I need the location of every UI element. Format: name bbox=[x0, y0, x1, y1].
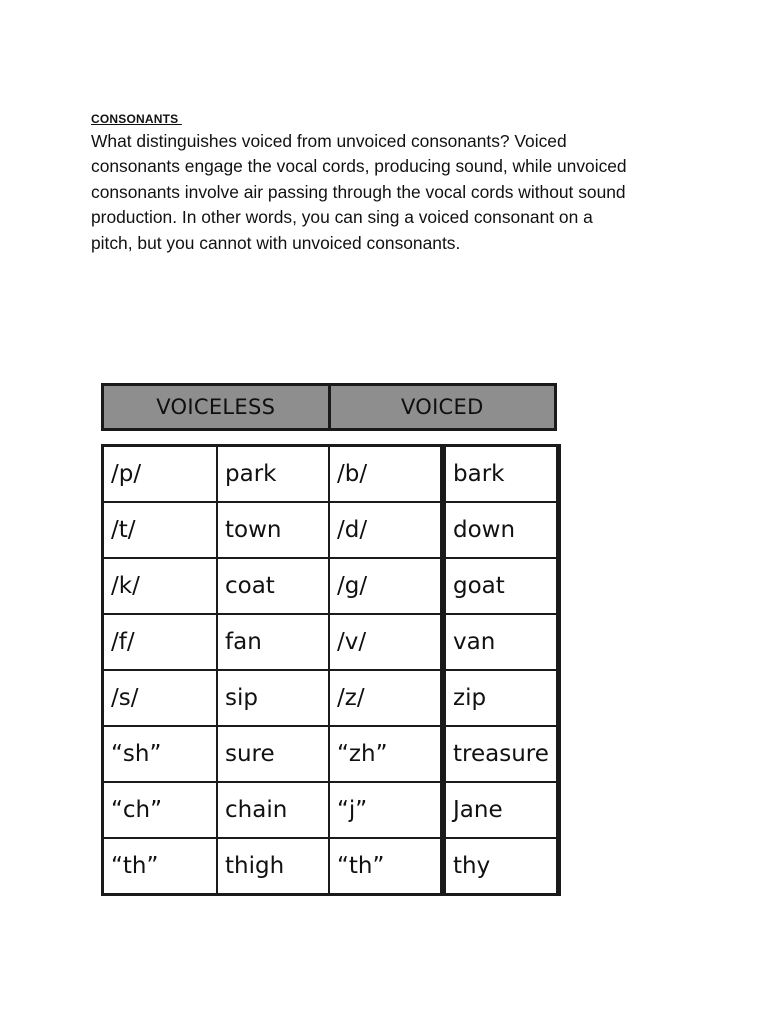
table-cell-voiced-symbol: /b/ bbox=[330, 447, 440, 501]
table-cell-voiceless-symbol: /p/ bbox=[104, 447, 216, 501]
table-cell-voiceless-example: fan bbox=[218, 615, 328, 669]
intro-paragraph bbox=[91, 129, 691, 256]
table-cell-voiceless-example: sip bbox=[218, 671, 328, 725]
table-cell-voiceless-example: sure bbox=[218, 727, 328, 781]
paragraph-line: What distinguishes voiced from unvoiced consonants? Voiced bbox=[91, 131, 567, 151]
paragraph-line: pitch, but you cannot with unvoiced consonants. bbox=[91, 232, 461, 253]
table-cell-voiced-symbol: /d/ bbox=[330, 503, 440, 557]
table-cell-voiced-example: thy bbox=[446, 839, 556, 893]
table-cell-voiced-symbol: “zh” bbox=[330, 727, 440, 781]
table-cell-voiced-example: goat bbox=[446, 559, 556, 613]
table-cell-voiceless-symbol: /s/ bbox=[104, 671, 216, 725]
table-cell-voiceless-example: chain bbox=[218, 783, 328, 837]
table-cell-voiced-symbol: “j” bbox=[330, 783, 440, 837]
table-cell-voiced-example: bark bbox=[446, 447, 556, 501]
consonant-table-body bbox=[101, 444, 561, 896]
table-cell-voiceless-example: park bbox=[218, 447, 328, 501]
table-cell-voiceless-example: town bbox=[218, 503, 328, 557]
table-cell-voiced-symbol: “th” bbox=[330, 839, 440, 893]
paragraph-line: consonants involve air passing through the vocal cords without sound bbox=[91, 181, 626, 202]
table-cell-voiced-symbol: /v/ bbox=[330, 615, 440, 669]
table-header bbox=[101, 383, 557, 431]
table-cell-voiceless-symbol: /t/ bbox=[104, 503, 216, 557]
table-cell-voiceless-symbol: “sh” bbox=[104, 727, 216, 781]
consonant-table-figure bbox=[101, 383, 557, 896]
table-cell-voiced-example: Jane bbox=[446, 783, 556, 837]
table-cell-voiced-example: van bbox=[446, 615, 556, 669]
paragraph-line: production. In other words, you can sing a voiced consonant on a bbox=[91, 207, 593, 228]
table-cell-voiced-example: treasure bbox=[446, 727, 556, 781]
table-cell-voiceless-symbol: “th” bbox=[104, 839, 216, 893]
table-cell-voiceless-symbol: “ch” bbox=[104, 783, 216, 837]
table-cell-voiced-symbol: /z/ bbox=[330, 671, 440, 725]
paragraph-line: consonants engage the vocal cords, producing sound, while unvoiced bbox=[91, 156, 627, 177]
table-cell-voiceless-symbol: /f/ bbox=[104, 615, 216, 669]
table-cell-voiced-symbol: /g/ bbox=[330, 559, 440, 613]
table-cell-voiceless-symbol: /k/ bbox=[104, 559, 216, 613]
header-voiceless: VOICELESS bbox=[156, 395, 276, 419]
table-cell-voiced-example: zip bbox=[446, 671, 556, 725]
section-heading: CONSONANTS bbox=[91, 112, 182, 126]
table-cell-voiceless-example: thigh bbox=[218, 839, 328, 893]
header-voiced: VOICED bbox=[328, 386, 555, 428]
table-cell-voiced-example: down bbox=[446, 503, 556, 557]
table-cell-voiceless-example: coat bbox=[218, 559, 328, 613]
